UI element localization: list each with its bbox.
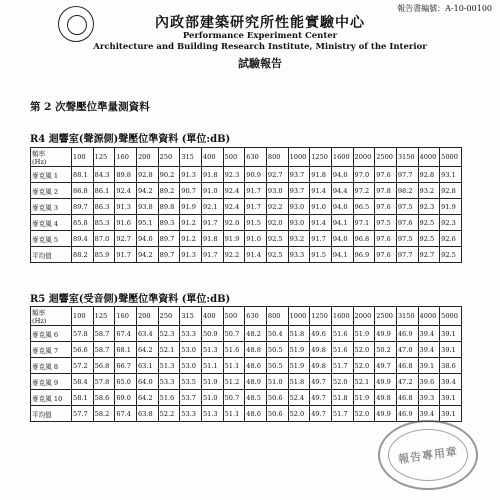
frequency-header-cell: 500 [223, 307, 245, 326]
table-cell: 51.9 [353, 390, 375, 406]
table-cell: 91.0 [310, 199, 332, 215]
table-cell: 64.0 [136, 374, 158, 390]
table-cell: 51.6 [331, 342, 353, 358]
table-cell: 97.5 [396, 231, 418, 247]
frequency-header-cell: 5000 [440, 148, 462, 167]
table-cell: 94.0 [331, 231, 353, 247]
frequency-header-cell: 1600 [331, 148, 353, 167]
table-cell: 91.4 [310, 215, 332, 231]
table-cell: 58.7 [93, 326, 115, 342]
table-cell: 93.1 [440, 167, 462, 183]
table-row [31, 326, 462, 342]
table-cell: 91.3 [180, 247, 202, 263]
table-cell: 93.3 [288, 247, 310, 263]
table-cell: 92.5 [418, 231, 440, 247]
table-cell: 46.8 [396, 358, 418, 374]
frequency-header-cell: 1250 [310, 307, 332, 326]
table-cell: 51.9 [353, 326, 375, 342]
table-cell: 92.4 [223, 199, 245, 215]
frequency-header-cell: 3150 [396, 148, 418, 167]
table-cell: 98.2 [396, 183, 418, 199]
row-label: 麥克風 9 [31, 374, 72, 390]
table-row [31, 342, 462, 358]
section-title: 第 2 次聲壓位準量測資料 [30, 101, 150, 113]
table-cell: 48.2 [245, 326, 267, 342]
table-cell: 88.2 [72, 247, 94, 263]
table-cell: 52.3 [158, 326, 180, 342]
table-cell: 51.7 [331, 358, 353, 374]
table-cell: 92.6 [440, 231, 462, 247]
table-cell: 63.1 [136, 358, 158, 374]
row-label: 平均值 [31, 406, 72, 422]
frequency-header-cell: 800 [266, 307, 288, 326]
table-cell: 92.8 [418, 167, 440, 183]
table-cell: 92.3 [440, 215, 462, 231]
frequency-header-cell: 315 [180, 148, 202, 167]
institute-title-en-line1: Performance Experiment Center [182, 31, 338, 41]
table-cell: 91.5 [245, 215, 267, 231]
table-cell: 58.6 [93, 390, 115, 406]
table-row [31, 215, 462, 231]
table-cell: 49.9 [375, 326, 397, 342]
table-cell: 91.8 [201, 167, 223, 183]
table-row [31, 406, 462, 422]
table-cell: 67.4 [115, 326, 137, 342]
table-cell: 91.9 [223, 231, 245, 247]
table-cell: 97.6 [375, 247, 397, 263]
table-cell: 94.0 [331, 167, 353, 183]
table-cell: 91.6 [115, 215, 137, 231]
table-cell: 38.6 [440, 358, 462, 374]
frequency-header-cell: 200 [136, 148, 158, 167]
table-cell: 49.9 [375, 374, 397, 390]
table-cell: 89.7 [158, 231, 180, 247]
row-label: 平均值 [31, 247, 72, 263]
table-cell: 89.2 [158, 183, 180, 199]
table-cell: 94.1 [331, 215, 353, 231]
table-cell: 96.5 [353, 199, 375, 215]
table-cell: 85.9 [93, 247, 115, 263]
table-cell: 86.3 [93, 199, 115, 215]
table-cell: 51.6 [158, 390, 180, 406]
table-cell: 50.7 [223, 326, 245, 342]
table-cell: 84.3 [93, 167, 115, 183]
table-cell: 57.8 [72, 326, 94, 342]
table-cell: 51.8 [288, 374, 310, 390]
table-cell: 86.1 [93, 183, 115, 199]
table-cell: 91.9 [440, 199, 462, 215]
table-cell: 91.8 [201, 231, 223, 247]
table-cell: 58.4 [72, 374, 94, 390]
table-cell: 49.6 [310, 326, 332, 342]
table-cell: 93.2 [288, 231, 310, 247]
table-cell: 57.7 [72, 406, 94, 422]
table-cell: 39.4 [418, 342, 440, 358]
table-cell: 93.7 [288, 183, 310, 199]
table-cell: 92.3 [223, 167, 245, 183]
table-cell: 94.2 [136, 183, 158, 199]
frequency-label: 頻率 [32, 309, 46, 317]
table-cell: 64.2 [136, 390, 158, 406]
frequency-header-cell: 160 [115, 148, 137, 167]
frequency-header-cell: 250 [158, 148, 180, 167]
table-cell: 52.2 [158, 406, 180, 422]
table-cell: 69.0 [115, 390, 137, 406]
table-row [31, 167, 462, 183]
table-cell: 39.3 [418, 390, 440, 406]
table-cell: 97.5 [396, 199, 418, 215]
table-cell: 50.2 [375, 342, 397, 358]
table-cell: 97.6 [375, 167, 397, 183]
table-cell: 63.8 [136, 406, 158, 422]
table-cell: 93.0 [266, 183, 288, 199]
table-cell: 92.7 [266, 167, 288, 183]
table-cell: 92.0 [266, 215, 288, 231]
table-cell: 92.3 [418, 199, 440, 215]
table-cell: 89.4 [72, 231, 94, 247]
table-cell: 96.8 [353, 231, 375, 247]
table-cell: 89.7 [72, 199, 94, 215]
table-cell: 97.2 [353, 183, 375, 199]
table-cell: 92.7 [418, 247, 440, 263]
table-cell: 91.9 [180, 199, 202, 215]
report-number: 報告書編號：A-10-00100 [397, 4, 492, 13]
table-row [31, 231, 462, 247]
frequency-header-cell: 2500 [375, 307, 397, 326]
frequency-header-cell: 800 [266, 148, 288, 167]
table-cell: 94.4 [331, 183, 353, 199]
table-cell: 39.4 [440, 374, 462, 390]
table-cell: 56.8 [93, 358, 115, 374]
table-cell: 50.9 [201, 326, 223, 342]
table-cell: 92.5 [418, 215, 440, 231]
table-cell: 95.1 [136, 215, 158, 231]
frequency-header-cell: 1250 [310, 148, 332, 167]
table-row [31, 183, 462, 199]
table-cell: 39.1 [440, 390, 462, 406]
frequency-label-cell [31, 307, 72, 326]
frequency-header-cell: 400 [201, 307, 223, 326]
row-label: 麥克風 3 [31, 199, 72, 215]
table-cell: 52.0 [353, 406, 375, 422]
frequency-label: 頻率 [32, 150, 46, 158]
table-cell: 93.0 [288, 199, 310, 215]
table-cell: 39.1 [440, 406, 462, 422]
table-cell: 49.8 [310, 342, 332, 358]
frequency-header-cell: 125 [93, 307, 115, 326]
table-cell: 97.1 [353, 215, 375, 231]
table-cell: 52.4 [288, 390, 310, 406]
table-cell: 51.1 [201, 358, 223, 374]
table-cell: 51.7 [331, 406, 353, 422]
table-cell: 51.9 [288, 358, 310, 374]
table-cell: 52.0 [288, 406, 310, 422]
frequency-header-cell: 2000 [353, 307, 375, 326]
frequency-header-cell: 400 [201, 148, 223, 167]
table-cell: 51.3 [201, 342, 223, 358]
table-cell: 56.6 [72, 342, 94, 358]
frequency-unit: (Hz) [32, 158, 47, 166]
table-cell: 48.6 [245, 358, 267, 374]
table-cell: 53.0 [180, 342, 202, 358]
table-cell: 51.1 [223, 358, 245, 374]
table-cell: 46.9 [396, 326, 418, 342]
table-cell: 50.7 [223, 390, 245, 406]
table-cell: 50.4 [266, 326, 288, 342]
report-stamp-icon [378, 420, 478, 490]
table-cell: 93.7 [288, 167, 310, 183]
table-cell: 92.4 [115, 183, 137, 199]
table-cell: 92.0 [223, 215, 245, 231]
table-cell: 91.8 [310, 167, 332, 183]
frequency-header-cell: 500 [223, 148, 245, 167]
table-cell: 91.7 [310, 231, 332, 247]
spl-table-r5 [30, 306, 462, 422]
table-cell: 51.6 [331, 326, 353, 342]
frequency-header-cell: 100 [72, 307, 94, 326]
table-cell: 51.3 [201, 406, 223, 422]
table-cell: 39.1 [418, 358, 440, 374]
row-label: 麥克風 7 [31, 342, 72, 358]
table-cell: 51.8 [331, 390, 353, 406]
table-cell: 49.7 [310, 374, 332, 390]
table-cell: 91.7 [201, 247, 223, 263]
table-cell: 91.4 [310, 183, 332, 199]
table-cell: 97.7 [396, 247, 418, 263]
table-cell: 39.4 [418, 406, 440, 422]
table-cell: 46.8 [396, 390, 418, 406]
frequency-header-cell: 3150 [396, 307, 418, 326]
table-cell: 49.8 [310, 358, 332, 374]
row-label: 麥克風 5 [31, 231, 72, 247]
table-cell: 91.0 [201, 183, 223, 199]
row-label: 麥克風 4 [31, 215, 72, 231]
table-cell: 51.1 [223, 406, 245, 422]
table-cell: 52.0 [353, 358, 375, 374]
table-title-r4: R4 迴響室(聲源側)聲壓位準資料 (單位:dB) [30, 134, 231, 145]
table-cell: 91.2 [180, 215, 202, 231]
table-cell: 58.2 [93, 406, 115, 422]
table-cell: 91.3 [180, 167, 202, 183]
table-cell: 97.8 [375, 183, 397, 199]
table-cell: 57.2 [72, 358, 94, 374]
stamp-text: 報告專用章 [397, 444, 459, 467]
frequency-label-cell [31, 148, 72, 167]
table-cell: 39.1 [440, 342, 462, 358]
table-cell: 89.8 [115, 167, 137, 183]
table-cell: 68.1 [115, 342, 137, 358]
table-cell: 48.6 [245, 406, 267, 422]
frequency-header-cell: 630 [245, 307, 267, 326]
row-label: 麥克風 10 [31, 390, 72, 406]
table-cell: 90.2 [158, 167, 180, 183]
table-cell: 90.7 [180, 183, 202, 199]
row-label: 麥克風 6 [31, 326, 72, 342]
table-cell: 52.0 [331, 374, 353, 390]
table-cell: 87.0 [93, 231, 115, 247]
frequency-header-cell: 200 [136, 307, 158, 326]
table-cell: 49.8 [375, 390, 397, 406]
table-cell: 93.8 [136, 199, 158, 215]
table-cell: 49.9 [375, 406, 397, 422]
table-cell: 94.0 [331, 199, 353, 215]
table-cell: 58.7 [93, 342, 115, 358]
table-cell: 53.5 [180, 374, 202, 390]
table-cell: 91.5 [310, 247, 332, 263]
table-cell: 88.1 [72, 167, 94, 183]
table-cell: 92.5 [440, 247, 462, 263]
table-cell: 51.9 [288, 342, 310, 358]
table-cell: 97.6 [375, 231, 397, 247]
table-cell: 92.2 [223, 247, 245, 263]
table-cell: 48.9 [245, 374, 267, 390]
table-cell: 89.3 [158, 215, 180, 231]
table-cell: 50.6 [266, 406, 288, 422]
frequency-header-cell: 2500 [375, 148, 397, 167]
frequency-header-cell: 315 [180, 307, 202, 326]
table-cell: 51.8 [288, 326, 310, 342]
table-cell: 91.7 [201, 215, 223, 231]
table-cell: 51.2 [223, 374, 245, 390]
table-cell: 49.7 [310, 390, 332, 406]
table-cell: 39.1 [440, 326, 462, 342]
frequency-header-cell: 4000 [418, 307, 440, 326]
table-cell: 90.9 [245, 167, 267, 183]
frequency-header-cell: 1000 [288, 148, 310, 167]
table-cell: 51.0 [201, 390, 223, 406]
table-cell: 97.6 [375, 199, 397, 215]
table-cell: 49.7 [375, 358, 397, 374]
table-row [31, 247, 462, 263]
frequency-header-cell: 160 [115, 307, 137, 326]
table-cell: 48.5 [245, 390, 267, 406]
table-cell: 91.4 [245, 247, 267, 263]
table-cell: 53.3 [180, 406, 202, 422]
table-cell: 85.8 [72, 215, 94, 231]
row-label: 麥克風 1 [31, 167, 72, 183]
table-cell: 66.7 [115, 358, 137, 374]
table-cell: 97.7 [396, 167, 418, 183]
table-cell: 91.0 [245, 231, 267, 247]
row-label: 麥克風 2 [31, 183, 72, 199]
frequency-header-cell: 1600 [331, 307, 353, 326]
frequency-unit: (Hz) [32, 317, 47, 325]
table-cell: 51.6 [223, 342, 245, 358]
table-cell: 91.2 [180, 231, 202, 247]
table-cell: 89.7 [158, 247, 180, 263]
table-cell: 57.8 [93, 374, 115, 390]
report-label: 試驗報告 [238, 57, 282, 70]
table-cell: 92.1 [201, 199, 223, 215]
frequency-header-cell: 5000 [440, 307, 462, 326]
table-cell: 52.1 [158, 342, 180, 358]
table-cell: 93.2 [418, 183, 440, 199]
table-cell: 86.8 [72, 183, 94, 199]
table-cell: 63.4 [136, 326, 158, 342]
table-cell: 65.0 [115, 374, 137, 390]
table-cell: 89.8 [158, 199, 180, 215]
table-cell: 92.5 [266, 247, 288, 263]
table-cell: 92.5 [266, 231, 288, 247]
table-cell: 53.7 [180, 390, 202, 406]
table-cell: 97.0 [353, 167, 375, 183]
frequency-header-cell: 250 [158, 307, 180, 326]
frequency-header-cell: 2000 [353, 148, 375, 167]
table-cell: 91.3 [115, 199, 137, 215]
table-row [31, 358, 462, 374]
table-cell: 48.8 [245, 342, 267, 358]
table-row [31, 374, 462, 390]
table-row [31, 199, 462, 215]
table-cell: 39.4 [418, 326, 440, 342]
table-cell: 91.7 [245, 199, 267, 215]
table-cell: 96.9 [353, 247, 375, 263]
table-cell: 46.9 [396, 406, 418, 422]
table-cell: 92.7 [115, 231, 137, 247]
frequency-header-cell: 4000 [418, 148, 440, 167]
row-label: 麥克風 8 [31, 358, 72, 374]
table-cell: 92.8 [440, 183, 462, 199]
frequency-header-cell: 125 [93, 148, 115, 167]
table-cell: 97.6 [396, 215, 418, 231]
table-cell: 51.0 [266, 374, 288, 390]
table-cell: 91.7 [245, 183, 267, 199]
table-cell: 49.7 [310, 406, 332, 422]
spl-table-r4 [30, 147, 462, 263]
table-cell: 85.3 [93, 215, 115, 231]
table-cell: 92.4 [223, 183, 245, 199]
table-cell: 53.3 [158, 374, 180, 390]
table-cell: 50.5 [266, 342, 288, 358]
table-cell: 91.7 [115, 247, 137, 263]
frequency-header-cell: 1000 [288, 307, 310, 326]
frequency-header-cell: 100 [72, 148, 94, 167]
institute-title-zh: 內政部建築研究所性能實驗中心 [155, 15, 365, 31]
table-cell: 94.1 [331, 247, 353, 263]
table-cell: 50.6 [266, 390, 288, 406]
table-cell: 94.6 [136, 231, 158, 247]
table-cell: 50.5 [266, 358, 288, 374]
table-cell: 64.2 [136, 342, 158, 358]
table-cell: 47.2 [396, 374, 418, 390]
table-row [31, 390, 462, 406]
table-cell: 97.5 [375, 215, 397, 231]
table-cell: 39.6 [418, 374, 440, 390]
table-cell: 92.2 [266, 199, 288, 215]
table-cell: 92.8 [136, 167, 158, 183]
table-cell: 47.0 [396, 342, 418, 358]
table-cell: 93.0 [288, 215, 310, 231]
table-title-r5: R5 迴響室(受音側)聲壓位準資料 (單位:dB) [30, 294, 231, 305]
table-cell: 67.4 [115, 406, 137, 422]
institute-title-en-line2: Architecture and Building Research Institute, Ministry of the Interior [93, 42, 427, 52]
table-cell: 58.1 [72, 390, 94, 406]
table-cell: 52.0 [353, 342, 375, 358]
table-cell: 51.3 [158, 358, 180, 374]
table-cell: 94.2 [136, 247, 158, 263]
table-cell: 53.0 [180, 358, 202, 374]
table-cell: 52.1 [353, 374, 375, 390]
table-cell: 53.3 [180, 326, 202, 342]
table-cell: 51.9 [201, 374, 223, 390]
frequency-header-cell: 630 [245, 148, 267, 167]
